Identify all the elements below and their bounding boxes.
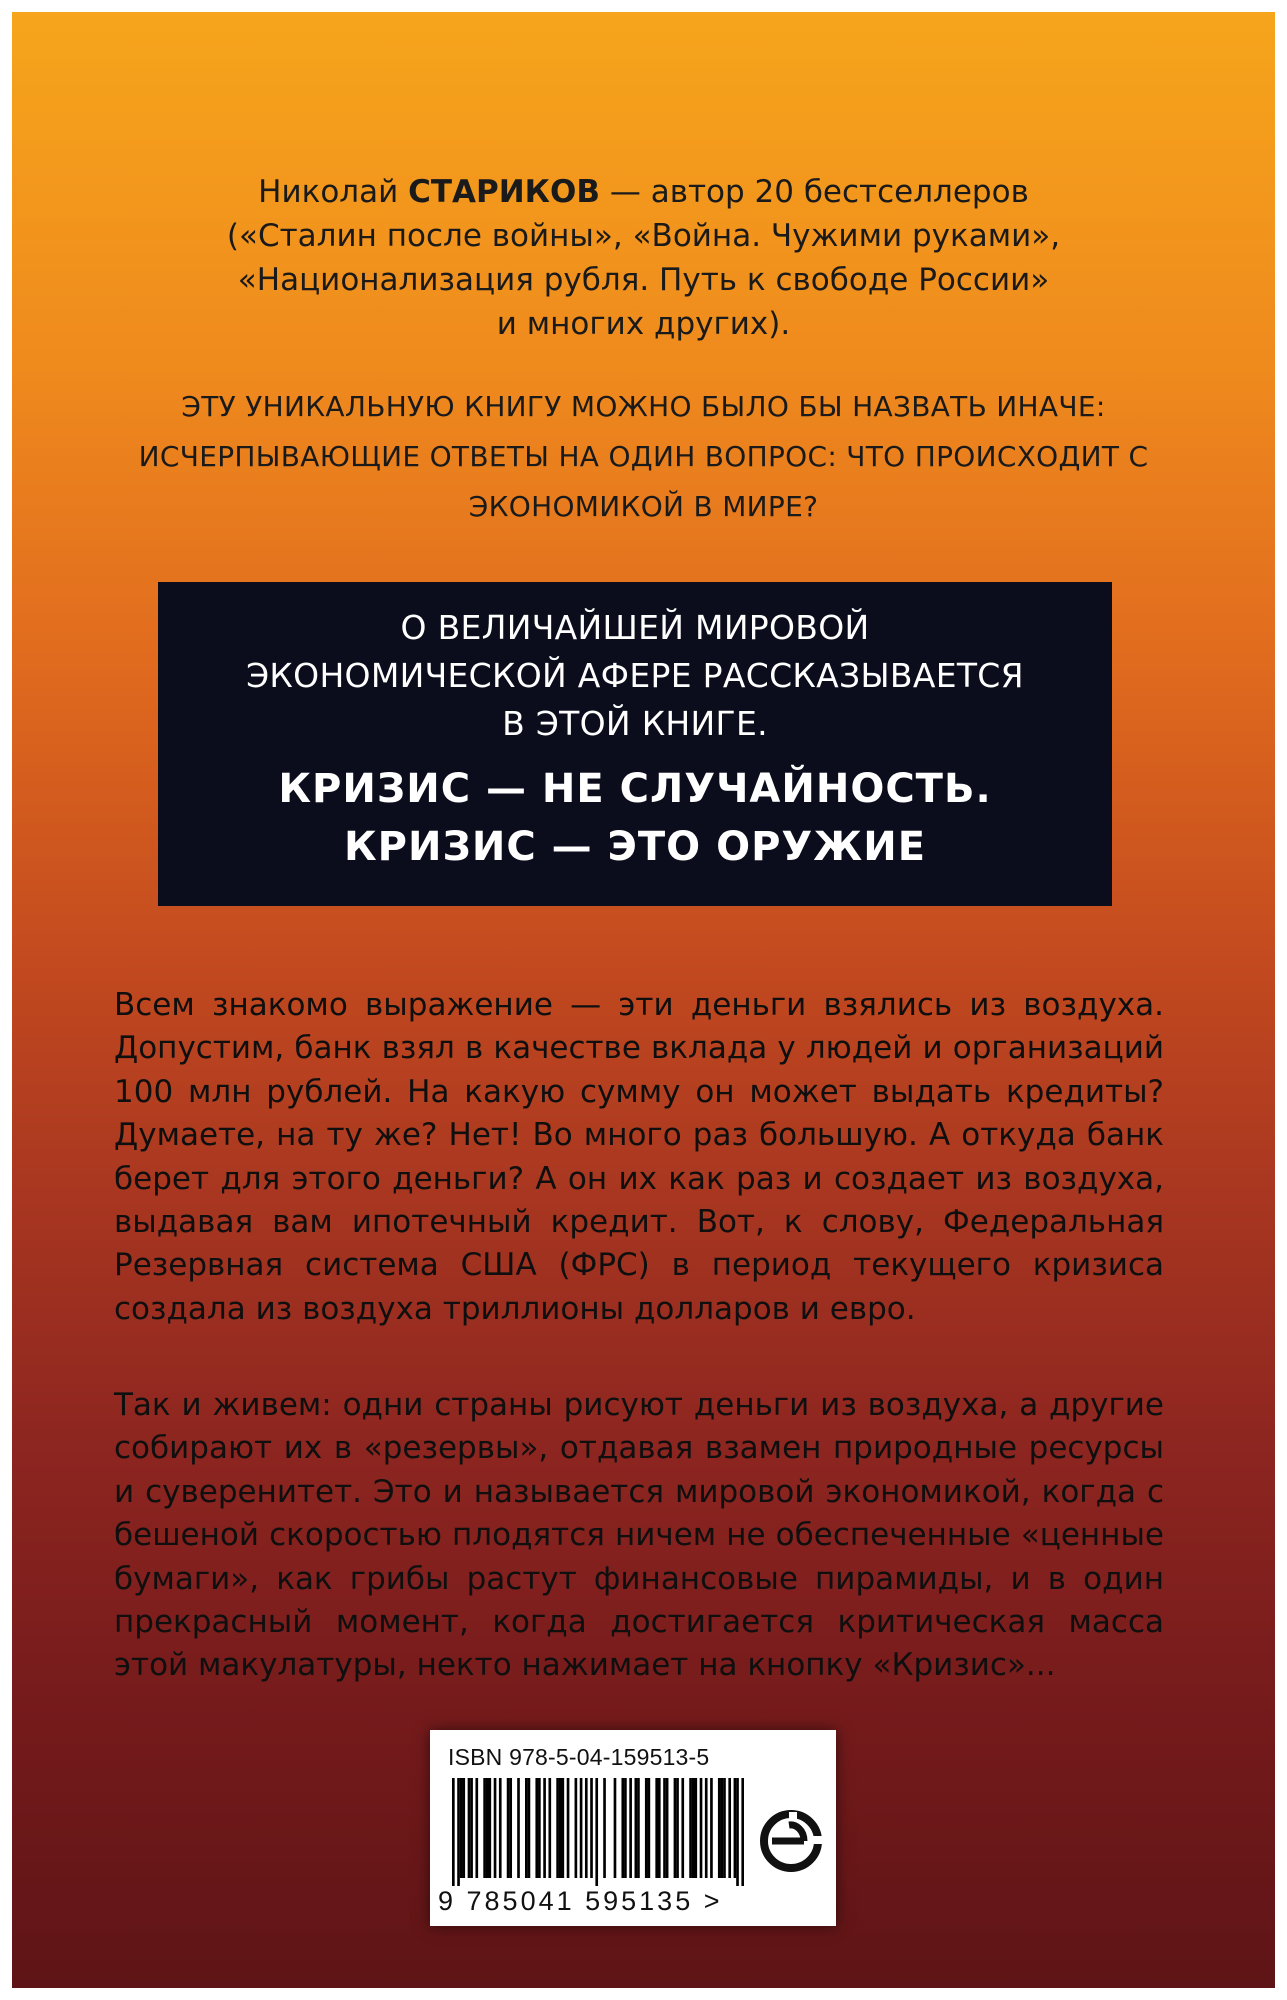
- paragraph-line: бумаги», как грибы растут финансовые пирамиды, и в один: [114, 1560, 1164, 1597]
- highlight-box: [158, 582, 1112, 906]
- author-line-2: («Сталин после войны», «Война. Чужими руками»,: [226, 218, 1061, 254]
- barcode-bar: [517, 1778, 520, 1878]
- barcode-bar: [710, 1778, 713, 1878]
- barcode-bar: [457, 1778, 460, 1886]
- barcode-bar: [741, 1778, 744, 1886]
- barcode-bar: [460, 1778, 463, 1878]
- author-last-name: СТАРИКОВ: [408, 174, 600, 210]
- barcode-bar: [562, 1778, 565, 1878]
- barcode-bar: [734, 1778, 737, 1878]
- highlight-lead: [158, 604, 1112, 748]
- barcode-bar: [543, 1778, 546, 1878]
- barcode-bar: [645, 1778, 648, 1878]
- barcode-bar: [525, 1778, 528, 1878]
- barcode-bar: [509, 1778, 512, 1878]
- paragraph-line: выдавая вам ипотечный кредит. Вот, к слову, Федеральная: [114, 1204, 1164, 1241]
- barcode-bar: [585, 1778, 588, 1878]
- barcode-bar: [689, 1778, 692, 1878]
- barcode-bar: [736, 1778, 739, 1886]
- barcode-bar: [486, 1778, 489, 1878]
- teaser-line-3: ЭКОНОМИКОЙ В МИРЕ?: [468, 490, 819, 523]
- paragraph-line: бешеной скоростью плодятся ничем не обеспеченные «ценные: [114, 1517, 1164, 1554]
- description-paragraph-2: [114, 1384, 1164, 1688]
- barcode-bar: [494, 1778, 497, 1878]
- author-line-1: [12, 170, 1275, 214]
- barcode-bar: [705, 1778, 708, 1878]
- teaser-block: [12, 382, 1275, 532]
- barcode-bar: [580, 1778, 583, 1878]
- barcode-bar: [507, 1778, 510, 1878]
- barcode-bar: [614, 1778, 617, 1878]
- barcode-bar: [468, 1778, 471, 1878]
- paragraph-line: берет для этого деньги? А он их как раз и создает из воздуха,: [114, 1160, 1164, 1197]
- paragraph-line: Думаете, на ту же? Нет! Во много раз большую. А откуда банк: [114, 1117, 1164, 1154]
- barcode-bar: [483, 1778, 486, 1878]
- barcode-bar: [718, 1778, 721, 1878]
- barcode-bar: [556, 1778, 559, 1878]
- barcode-bar: [663, 1778, 666, 1878]
- barcode-bar: [462, 1778, 465, 1878]
- author-line-3: «Национализация рубля. Путь к свободе России»: [237, 262, 1050, 298]
- barcode-bar: [595, 1778, 598, 1886]
- barcode-bar: [603, 1778, 606, 1878]
- teaser-line-2: ИСЧЕРПЫВАЮЩИЕ ОТВЕТЫ НА ОДИН ВОПРОС: ЧТО ПРОИСХОДИТ С: [138, 440, 1149, 473]
- slogan-line-2: КРИЗИС — ЭТО ОРУЖИЕ: [343, 824, 927, 870]
- eksmo-logo-icon: [760, 1810, 822, 1872]
- barcode-bar: [538, 1778, 541, 1878]
- barcode-bar: [575, 1778, 578, 1878]
- paragraph-line: Всем знакомо выражение — эти деньги взялись из воздуха.: [114, 987, 1164, 1023]
- author-first-name: Николай: [258, 174, 409, 210]
- barcode-bar: [470, 1778, 473, 1878]
- barcode-bar: [721, 1778, 724, 1878]
- highlight-lead-line-1: О ВЕЛИЧАЙШЕЙ МИРОВОЙ: [400, 608, 870, 647]
- isbn-barcode-label: [430, 1730, 836, 1926]
- barcode-digits: 9 785041 595135 >: [438, 1886, 723, 1916]
- barcode-bar: [694, 1778, 697, 1878]
- barcode-bar: [528, 1778, 531, 1878]
- barcode-bar: [637, 1778, 640, 1878]
- barcode-bar: [489, 1778, 492, 1878]
- barcode-bar: [559, 1778, 562, 1878]
- barcode-bar: [567, 1778, 570, 1878]
- paragraph-line: собирают их в «резервы», отдавая взамен природные ресурсы: [114, 1430, 1164, 1467]
- paragraph-line: Допустим, банк взял в качестве вклада у людей и организаций: [114, 1030, 1164, 1067]
- author-intro: [12, 170, 1275, 346]
- barcode-bar: [648, 1778, 651, 1878]
- paragraph-line: прекрасный момент, когда достигается критическая масса: [114, 1604, 1164, 1641]
- slogan-line-1: КРИЗИС — НЕ СЛУЧАЙНОСТЬ.: [278, 766, 992, 812]
- barcode-bar: [635, 1778, 638, 1878]
- barcode-bar: [700, 1778, 703, 1878]
- barcode-bar: [499, 1778, 502, 1878]
- paragraph-line: и суверенитет. Это и называется мировой экономикой, когда с: [114, 1473, 1164, 1510]
- paragraph-line: создала из воздуха триллионы долларов и евро.: [114, 1290, 916, 1327]
- barcode-bar: [452, 1778, 455, 1886]
- barcode-bar: [655, 1778, 658, 1878]
- barcode-bar: [629, 1778, 632, 1878]
- barcode-bar: [548, 1778, 551, 1878]
- barcode-bar: [723, 1778, 726, 1878]
- barcode-bars: [452, 1778, 744, 1886]
- paragraph-line: 100 млн рублей. На какую сумму он может выдать кредиты?: [114, 1073, 1164, 1110]
- barcode-bar: [475, 1778, 478, 1878]
- paragraph-line: Резервная система США (ФРС) в период текущего кризиса: [114, 1247, 1164, 1284]
- barcode-bar: [658, 1778, 661, 1878]
- isbn-number: ISBN 978-5-04-159513-5: [448, 1744, 710, 1770]
- highlight-slogan: [158, 760, 1112, 876]
- highlight-lead-line-3: В ЭТОЙ КНИГЕ.: [502, 704, 768, 743]
- barcode-bar: [676, 1778, 679, 1878]
- description-paragraph-1: [114, 984, 1164, 1331]
- barcode-bar: [590, 1778, 593, 1878]
- paragraph-line: этой макулатуры, некто нажимает на кнопку «Кризис»...: [114, 1647, 1056, 1684]
- highlight-lead-line-2: ЭКОНОМИЧЕСКОЙ АФЕРЕ РАССКАЗЫВАЕТСЯ: [246, 656, 1024, 695]
- barcode-bar: [535, 1778, 538, 1878]
- paragraph-line: Так и живем: одни страны рисуют деньги из воздуха, а другие: [114, 1387, 1164, 1423]
- barcode-bar: [666, 1778, 669, 1878]
- author-line-4: и многих других).: [496, 306, 791, 342]
- barcode-bar: [728, 1778, 731, 1878]
- barcode-bar: [692, 1778, 695, 1878]
- teaser-line-1: ЭТУ УНИКАЛЬНУЮ КНИГУ МОЖНО БЫЛО БЫ НАЗВАТЬ ИНАЧЕ:: [181, 390, 1106, 423]
- book-back-cover: [12, 12, 1275, 1988]
- barcode-bar: [674, 1778, 677, 1878]
- barcode-bar: [621, 1778, 624, 1878]
- author-line-1-rest: — автор 20 бестселлеров: [599, 174, 1029, 210]
- barcode-bar: [624, 1778, 627, 1878]
- barcode-bar: [681, 1778, 684, 1878]
